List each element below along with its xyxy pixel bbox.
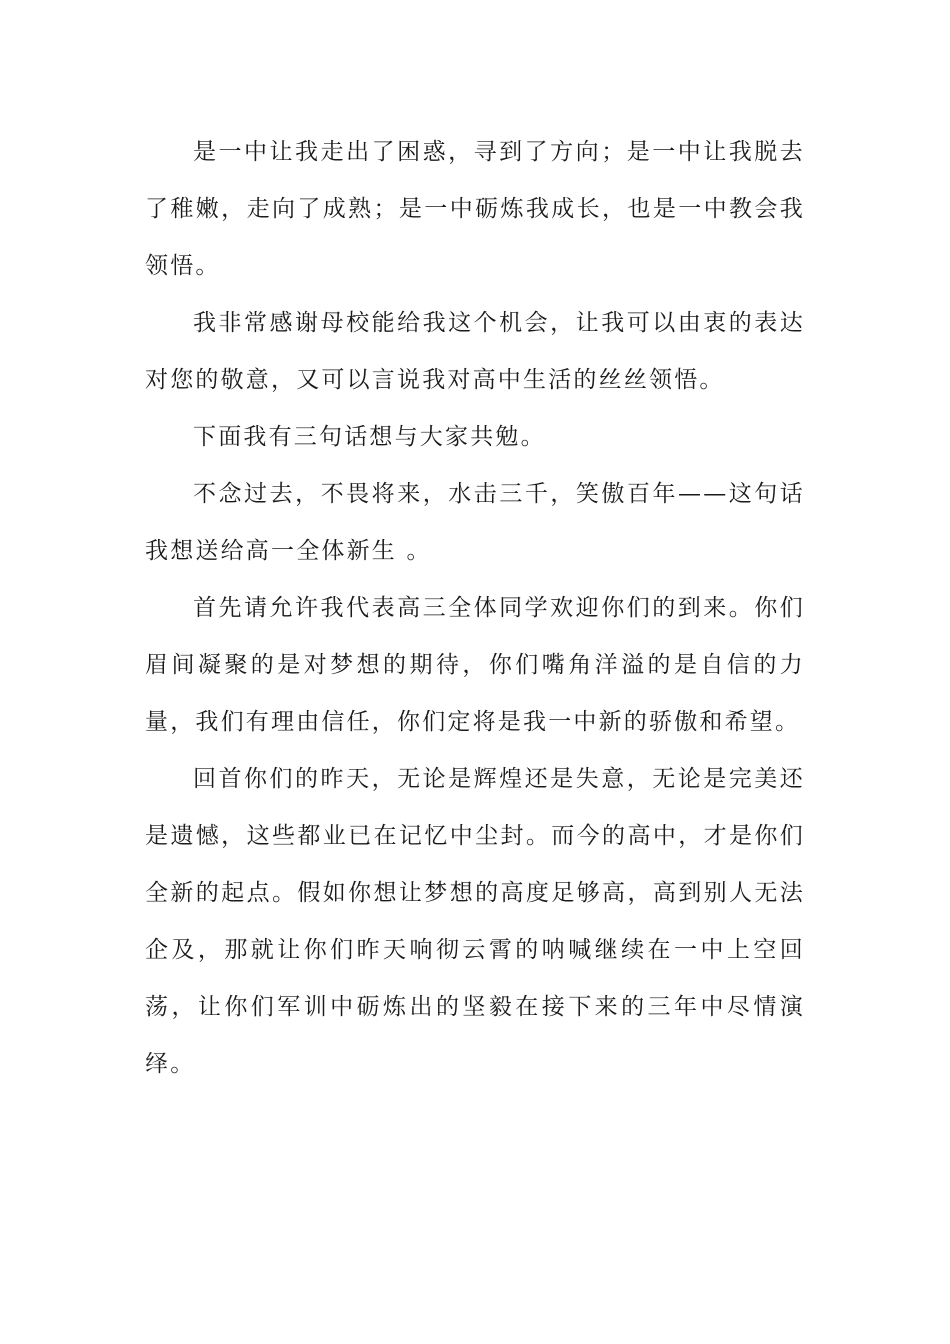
paragraph-1: 是一中让我走出了困惑，寻到了方向；是一中让我脱去了稚嫩，走向了成熟；是一中砺炼我成长，也是一中教会我领悟。	[145, 139, 805, 279]
paragraph-4: 不念过去，不畏将来，水击三千，笑傲百年——这句话我想送给高一全体新生 。	[145, 481, 805, 564]
document-body	[145, 124, 805, 1093]
paragraph-6: 回首你们的昨天，无论是辉煌还是失意，无论是完美还是遗憾，这些都业已在记忆中尘封。而今的高中，才是你们全新的起点。假如你想让梦想的高度足够高，高到别人无法企及，那就让你们昨天响彻云霄的呐喊继续在一中上空回荡，让你们军训中砺炼出的坚毅在接下来的三年中尽情演绎。	[145, 766, 805, 1077]
paragraph-3: 下面我有三句话想与大家共勉。	[193, 424, 546, 450]
paragraph-2: 我非常感谢母校能给我这个机会，让我可以由衷的表达对您的敬意，又可以言说我对高中生活的丝丝领悟。	[145, 310, 805, 393]
paragraph-5: 首先请允许我代表高三全体同学欢迎你们的到来。你们眉间凝聚的是对梦想的期待，你们嘴角洋溢的是自信的力量，我们有理由信任，你们定将是我一中新的骄傲和希望。	[145, 595, 805, 735]
